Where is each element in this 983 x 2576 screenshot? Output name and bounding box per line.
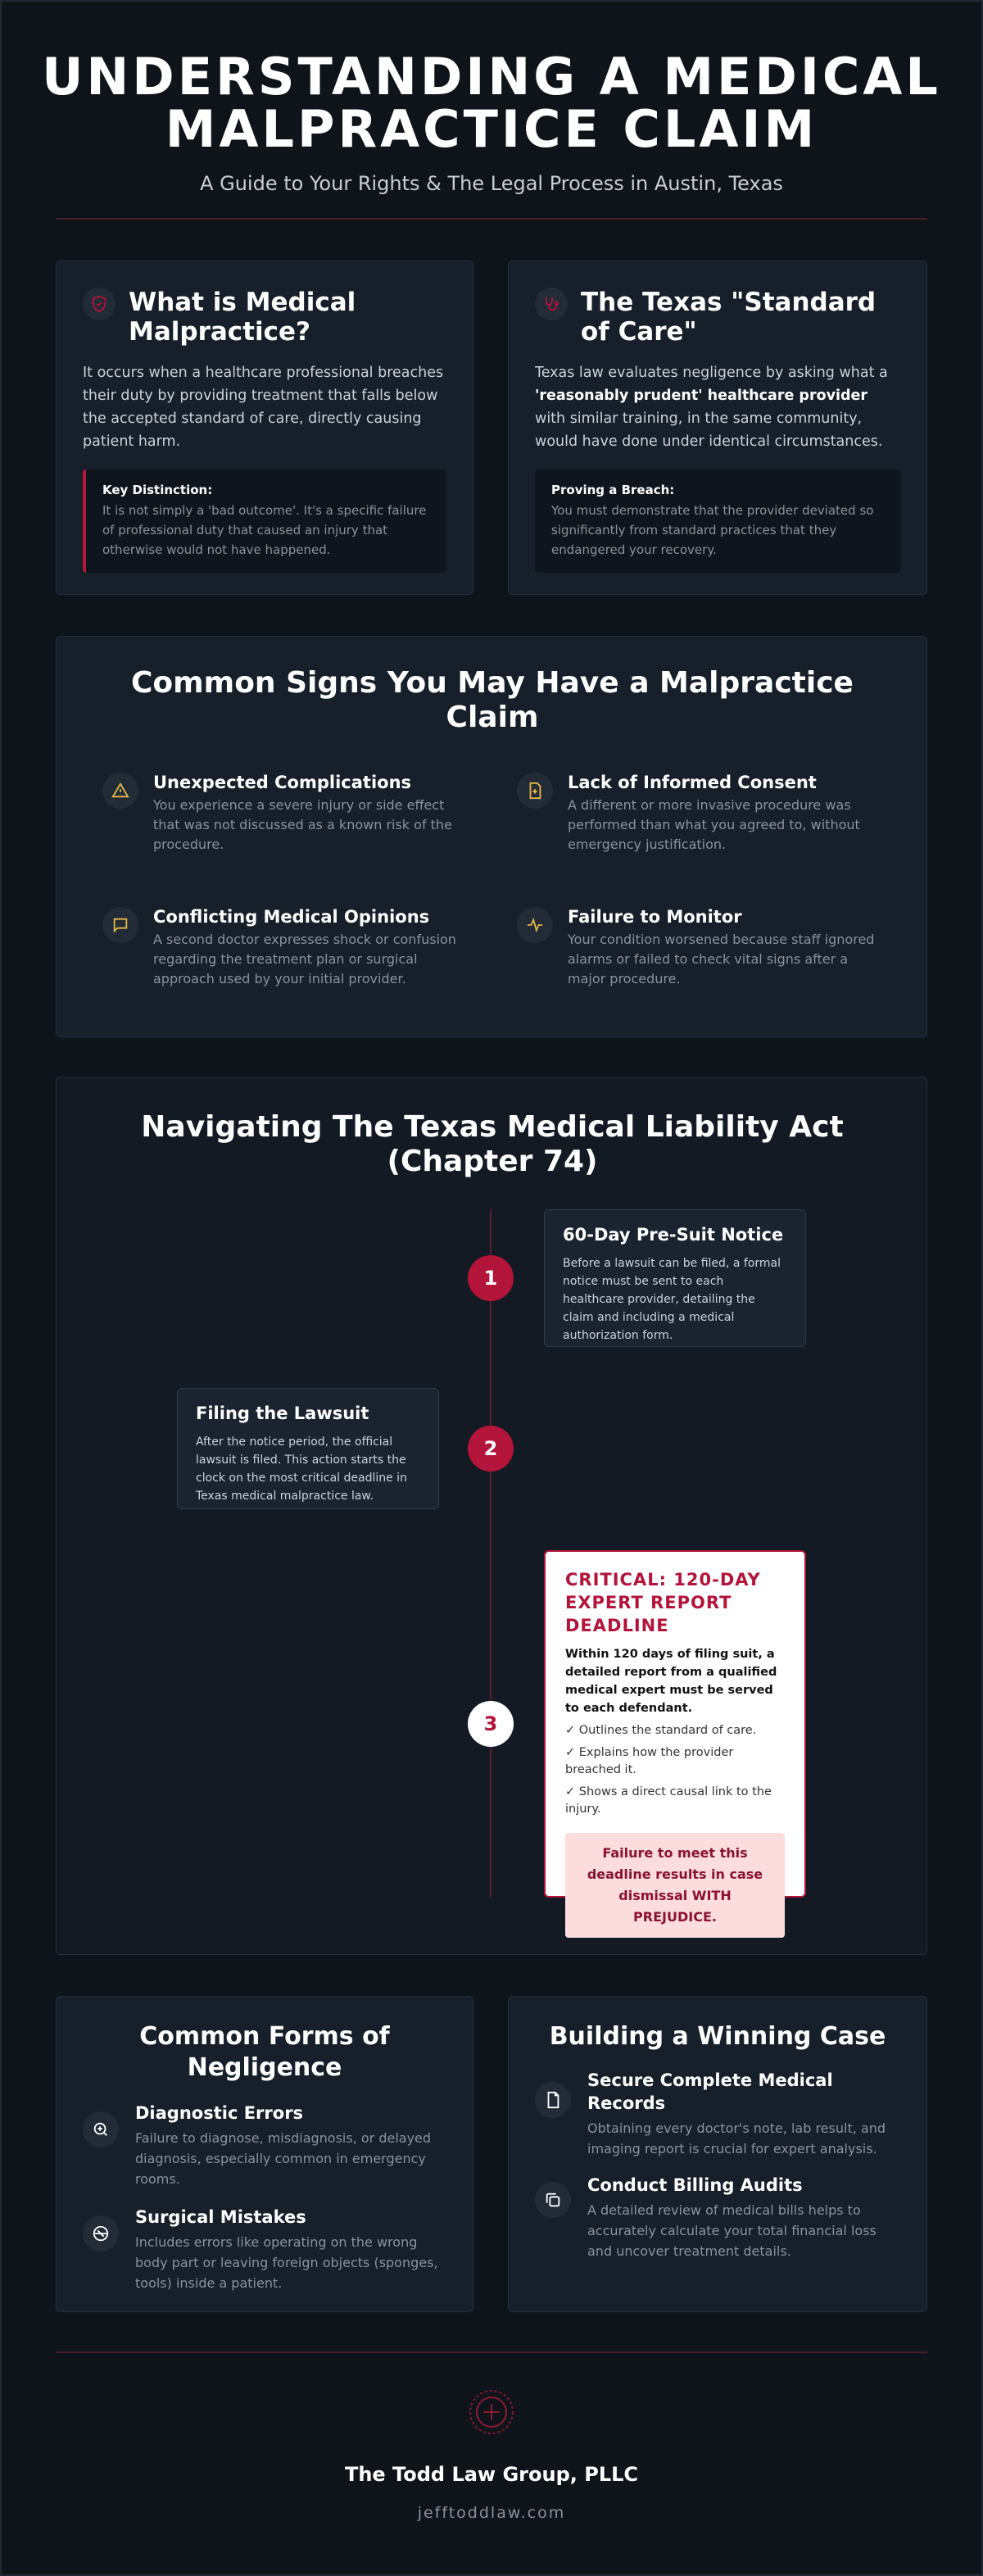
page-subtitle: A Guide to Your Rights & The Legal Process in Austin, Texas	[200, 172, 783, 195]
sign-text: You experience a severe injury or side effect that was not discussed as a known risk of the procedure.	[153, 797, 452, 852]
card-text: It occurs when a healthcare professional breaches their duty by providing treatment that falls below the accepted standard of care, directly causing patient harm.	[83, 365, 444, 450]
item-title: Conduct Billing Audits	[587, 2175, 803, 2195]
negligence-item	[83, 2206, 446, 2293]
critical-lead: Within 120 days of filing suit, a detailed report from a qualified medical expert must be served to each defendant.	[565, 1648, 777, 1715]
card-title: What is Medical Malpractice?	[129, 288, 356, 347]
item-text: A detailed review of medical bills helps to accurately calculate your total financial loss and uncover treatment details.	[587, 2202, 877, 2259]
document-plus-icon	[517, 773, 553, 809]
step-title: 60-Day Pre-Suit Notice	[563, 1225, 784, 1245]
common-signs-section	[56, 636, 927, 1037]
card-text	[535, 361, 900, 453]
copy-icon	[535, 2182, 571, 2218]
winning-case-card	[508, 1996, 927, 2312]
proving-breach-note	[535, 469, 900, 573]
note-label: Proving a Breach:	[551, 483, 675, 497]
step-number: 3	[468, 1701, 514, 1747]
check-item: ✓ Outlines the standard of care.	[565, 1724, 757, 1737]
firm-name: The Todd Law Group, PLLC	[344, 2463, 639, 2486]
sign-text: A different or more invasive procedure was performed than what you agreed to, without emergency justification.	[568, 797, 860, 852]
what-is-malpractice-card	[56, 261, 473, 595]
winning-item	[535, 2174, 900, 2261]
step-text: Before a lawsuit can be filed, a formal notice must be sent to each healthcare provider, detailing the claim and including a medical authorization form.	[563, 1257, 781, 1342]
dismissal-warning: Failure to meet this deadline results in case dismissal WITH PREJUDICE.	[565, 1833, 785, 1938]
sign-item	[517, 907, 877, 989]
section-title: Navigating The Texas Medical Liability Act (Chapter 74)	[141, 1110, 844, 1178]
note-text: You must demonstrate that the provider deviated so significantly from standard practices that they endangered your recovery.	[551, 503, 874, 557]
file-icon	[535, 2082, 571, 2118]
sign-title: Lack of Informed Consent	[568, 773, 817, 792]
text-bold: 'reasonably prudent' healthcare provider	[535, 388, 868, 404]
item-text: Includes errors like operating on the wrong body part or leaving foreign objects (sponges, tools) inside a patient.	[135, 2234, 438, 2291]
sign-text: Your condition worsened because staff ignored alarms or failed to check vital signs after a major procedure.	[568, 932, 875, 986]
item-title: Diagnostic Errors	[135, 2103, 304, 2123]
negligence-item	[83, 2102, 446, 2189]
section-title: Common Signs You May Have a Malpractice Claim	[131, 666, 854, 734]
timeline-line	[490, 1209, 492, 1898]
critical-deadline-card	[544, 1550, 806, 1925]
footer	[0, 2386, 983, 2522]
key-distinction-note	[83, 469, 446, 573]
section-title: Common Forms of Negligence	[139, 2022, 390, 2082]
sign-item	[517, 773, 877, 855]
note-label: Key Distinction:	[102, 483, 213, 497]
standard-of-care-card	[508, 261, 927, 595]
sign-text: A second doctor expresses shock or confusion regarding the treatment plan or surgical approach used by your initial provider.	[153, 932, 456, 986]
step-card-presuit-notice	[544, 1209, 806, 1347]
text-part: with similar training, in the same community, would have done under identical circumstances.	[535, 410, 883, 450]
sign-title: Conflicting Medical Opinions	[153, 907, 430, 927]
text-part: Texas law evaluates negligence by asking what a	[535, 365, 888, 381]
sign-item	[102, 907, 463, 989]
sign-item	[102, 773, 463, 855]
check-item: ✓ Explains how the provider breached it.	[565, 1746, 734, 1776]
check-item: ✓ Shows a direct causal link to the injury.	[565, 1785, 772, 1816]
sign-title: Unexpected Complications	[153, 773, 412, 792]
stethoscope-icon	[535, 288, 568, 320]
negligence-card	[56, 1996, 473, 2312]
warning-icon	[102, 773, 138, 809]
item-text: Failure to diagnose, misdiagnosis, or delayed diagnosis, especially common in emergency rooms.	[135, 2130, 432, 2187]
step-title: Filing the Lawsuit	[196, 1404, 369, 1423]
header-divider	[56, 218, 927, 220]
page-title: UNDERSTANDING A MEDICAL MALPRACTICE CLAIM	[42, 47, 941, 159]
step-text: After the notice period, the official lawsuit is filed. This action starts the clock on the most critical deadline in Texas medical malpractice law.	[196, 1435, 407, 1503]
card-title: The Texas "Standard of Care"	[581, 288, 877, 347]
website-link[interactable]: jefftoddlaw.com	[417, 2504, 566, 2522]
critical-title: CRITICAL: 120-DAY EXPERT REPORT DEADLINE	[565, 1570, 761, 1635]
item-title: Surgical Mistakes	[135, 2207, 306, 2227]
note-text: It is not simply a 'bad outcome'. It's a specific failure of professional duty that caused an injury that otherwise would not have happened.	[102, 503, 427, 557]
heartbeat-icon	[517, 907, 553, 943]
step-number: 1	[468, 1255, 514, 1301]
item-title: Secure Complete Medical Records	[587, 2070, 833, 2113]
scissors-icon	[83, 2215, 119, 2252]
step-number: 2	[468, 1426, 514, 1472]
firm-seal-logo	[465, 2386, 518, 2438]
winning-item	[535, 2069, 900, 2159]
section-title: Building a Winning Case	[549, 2022, 886, 2051]
sign-title: Failure to Monitor	[568, 907, 742, 927]
step-card-filing-lawsuit	[177, 1388, 439, 1509]
item-text: Obtaining every doctor's note, lab result, and imaging report is crucial for expert analysis.	[587, 2120, 886, 2156]
shield-icon	[83, 288, 116, 320]
chat-icon	[102, 907, 138, 943]
footer-divider	[56, 2352, 927, 2353]
search-plus-icon	[83, 2111, 119, 2147]
